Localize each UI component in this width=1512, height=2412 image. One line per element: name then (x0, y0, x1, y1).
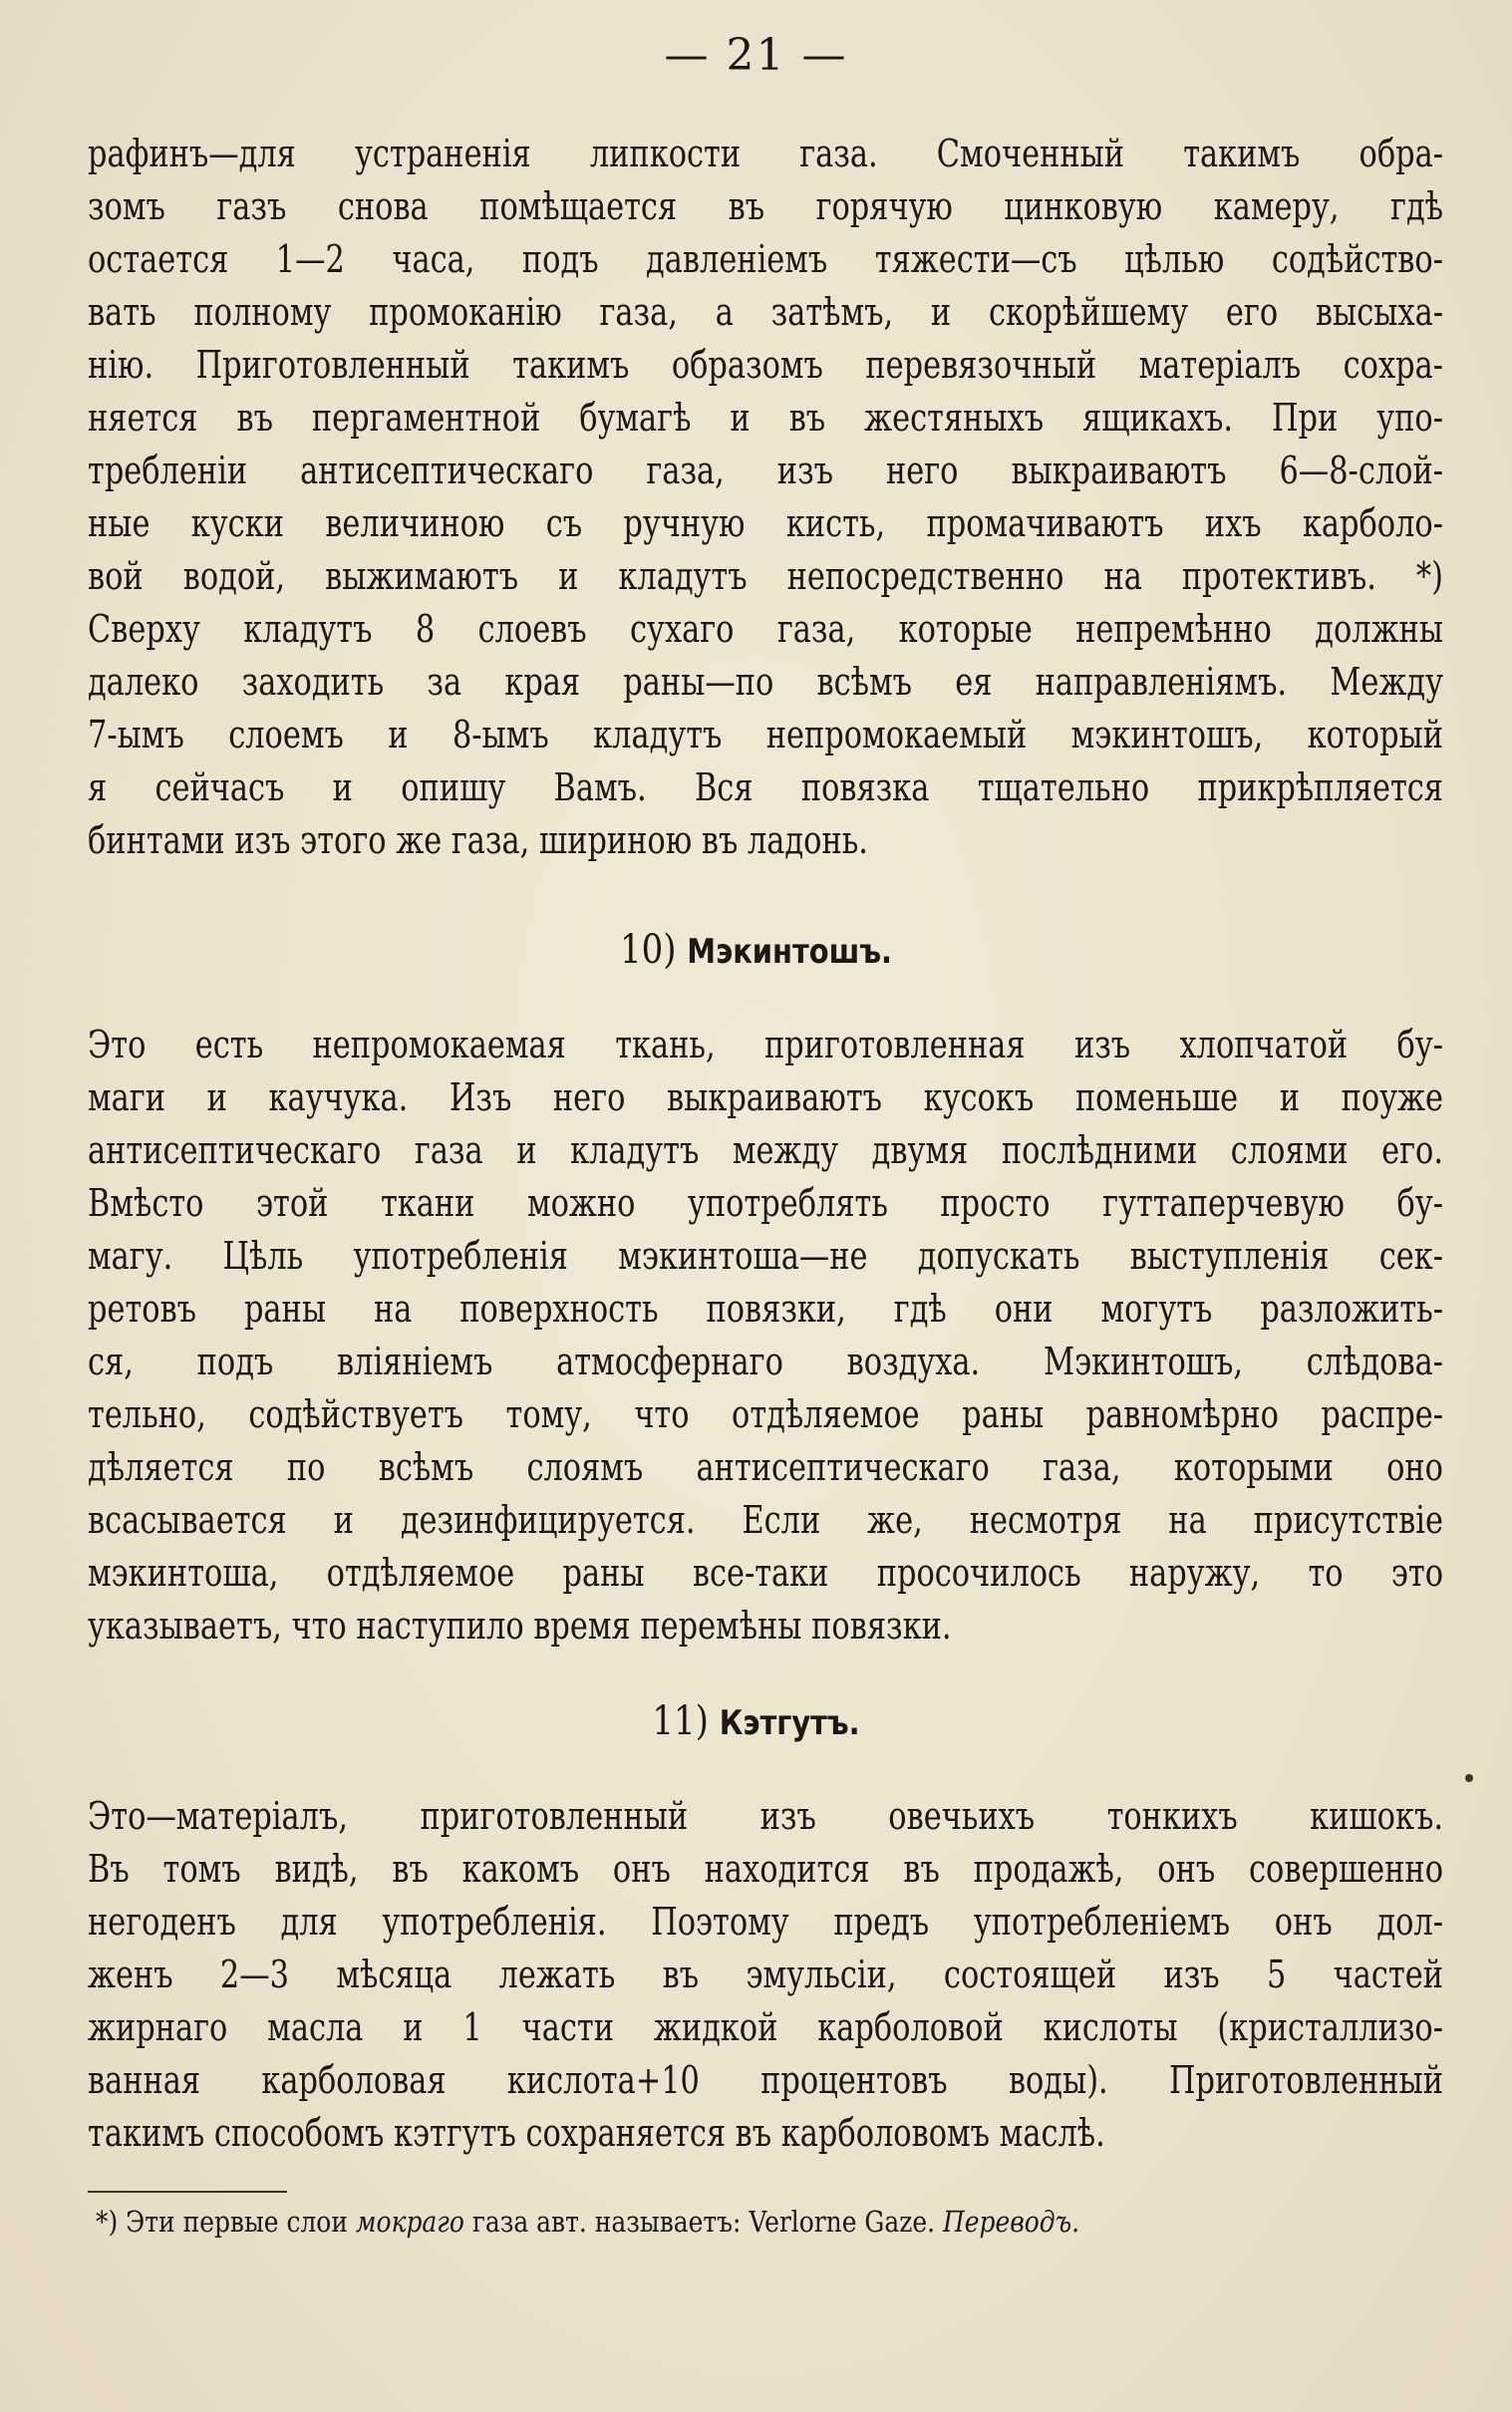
footnote-divider (88, 2191, 287, 2193)
footnote-italic-word: мокраго (355, 2205, 464, 2239)
text-line: Сверху кладутъ 8 слоевъ сухаго газа, которые непремѣнно должны (88, 607, 1443, 651)
section-heading-10 (114, 927, 1398, 973)
text-line: маги и каучука. Изъ него выкраиваютъ кусокъ поменьше и поуже (88, 1075, 1443, 1119)
text-line: требленіи антисептическаго газа, изъ него выкраиваютъ 6—8-слой- (88, 449, 1443, 492)
footnote-text-after: газа авт. называетъ: Verlorne Gaze. (471, 2205, 936, 2239)
text-line: 7-ымъ слоемъ и 8-ымъ кладутъ непромокаемый мэкинтошъ, который (88, 713, 1443, 756)
text-line: Это есть непромокаемая ткань, приготовленная изъ хлопчатой бу- (88, 1023, 1443, 1066)
section-heading-11 (114, 1698, 1398, 1744)
text-line: я сейчасъ и опишу Вамъ. Вся повязка тщательно прикрѣпляется (88, 765, 1443, 809)
paragraph-3 (88, 1790, 1443, 2160)
text-line: рафинъ—для устраненія липкости газа. Смоченный такимъ обра- (88, 132, 1443, 175)
page-number: — 21 — (664, 30, 848, 81)
text-line: вой водой, выжимаютъ и кладутъ непосредственно на протективъ. *) (88, 554, 1443, 598)
text-line: антисептическаго газа и кладутъ между двумя послѣдними слоями его. (88, 1128, 1443, 1172)
text-line: указываетъ, что наступило время перемѣны повязки. (88, 1604, 952, 1648)
text-line: нію. Приготовленный такимъ образомъ перевязочный матеріалъ сохра- (88, 343, 1443, 387)
text-line: Въ томъ видѣ, въ какомъ онъ находится въ продажѣ, онъ совершенно (88, 1847, 1443, 1891)
text-line: ванная карболовая кислота+10 процентовъ воды). Приготовленный (88, 2058, 1443, 2102)
footnote (96, 2205, 1079, 2239)
text-line: остается 1—2 часа, подъ давленіемъ тяжести—съ цѣлью содѣйство- (88, 237, 1443, 281)
text-line: дѣляется по всѣмъ слоямъ антисептическаго газа, которыми оно (88, 1445, 1443, 1489)
text-line: няется въ пергаментной бумагѣ и въ жестяныхъ ящикахъ. При упо- (88, 396, 1443, 440)
text-line: Вмѣсто этой ткани можно употреблять просто гуттаперчевую бу- (88, 1181, 1443, 1225)
text-line: всасывается и дезинфицируется. Если же, несмотря на присутствіе (88, 1498, 1443, 1542)
heading-title: Мэкинтошъ. (687, 932, 893, 972)
heading-title: Кэтгутъ. (719, 1703, 860, 1743)
text-line: женъ 2—3 мѣсяца лежать въ эмульсіи, состоящей изъ 5 частей (88, 1953, 1443, 1996)
text-line: ретовъ раны на поверхность повязки, гдѣ они могутъ разложить- (88, 1287, 1443, 1331)
text-line: тельно, содѣйствуетъ тому, что отдѣляемое раны равномѣрно распре- (88, 1392, 1443, 1436)
heading-number: 10) (619, 927, 677, 973)
text-line: мэкинтоша, отдѣляемое раны все-таки просочилось наружу, то это (88, 1551, 1443, 1595)
footnote-text-before: Эти первые слои (126, 2205, 348, 2239)
paragraph-1 (88, 128, 1443, 867)
text-line: вать полному промоканію газа, а затѣмъ, и скорѣйшему его высыха- (88, 290, 1443, 334)
footnote-mark: *) (96, 2205, 119, 2239)
footnote-signature: Переводъ. (942, 2205, 1080, 2239)
text-line: бинтами изъ этого же газа, шириною въ ладонь. (88, 818, 868, 862)
text-line: Это—матеріалъ, приготовленный изъ овечьихъ тонкихъ кишокъ. (88, 1794, 1443, 1838)
text-line: зомъ газъ снова помѣщается въ горячую цинковую камеру, гдѣ (88, 184, 1443, 228)
text-line: такимъ способомъ кэтгутъ сохраняется въ карболовомъ маслѣ. (88, 2111, 1105, 2155)
text-line: жирнаго масла и 1 части жидкой карболовой кислоты (кристаллизо- (88, 2005, 1443, 2049)
text-line: магу. Цѣль употребленія мэкинтоша—не допускать выступленія сек- (88, 1234, 1443, 1278)
text-line: далеко заходить за края раны—по всѣмъ ея направленіямъ. Между (88, 660, 1443, 704)
heading-number: 11) (652, 1698, 709, 1744)
text-line: негоденъ для употребленія. Поэтому предъ употребленіемъ онъ дол- (88, 1900, 1443, 1944)
text-line: ся, подъ вліяніемъ атмосфернаго воздуха. Мэкинтошъ, слѣдова- (88, 1340, 1443, 1383)
paragraph-2 (88, 1019, 1443, 1653)
print-speck (1465, 1774, 1473, 1782)
text-line: ные куски величиною съ ручную кисть, промачиваютъ ихъ карболо- (88, 501, 1443, 545)
